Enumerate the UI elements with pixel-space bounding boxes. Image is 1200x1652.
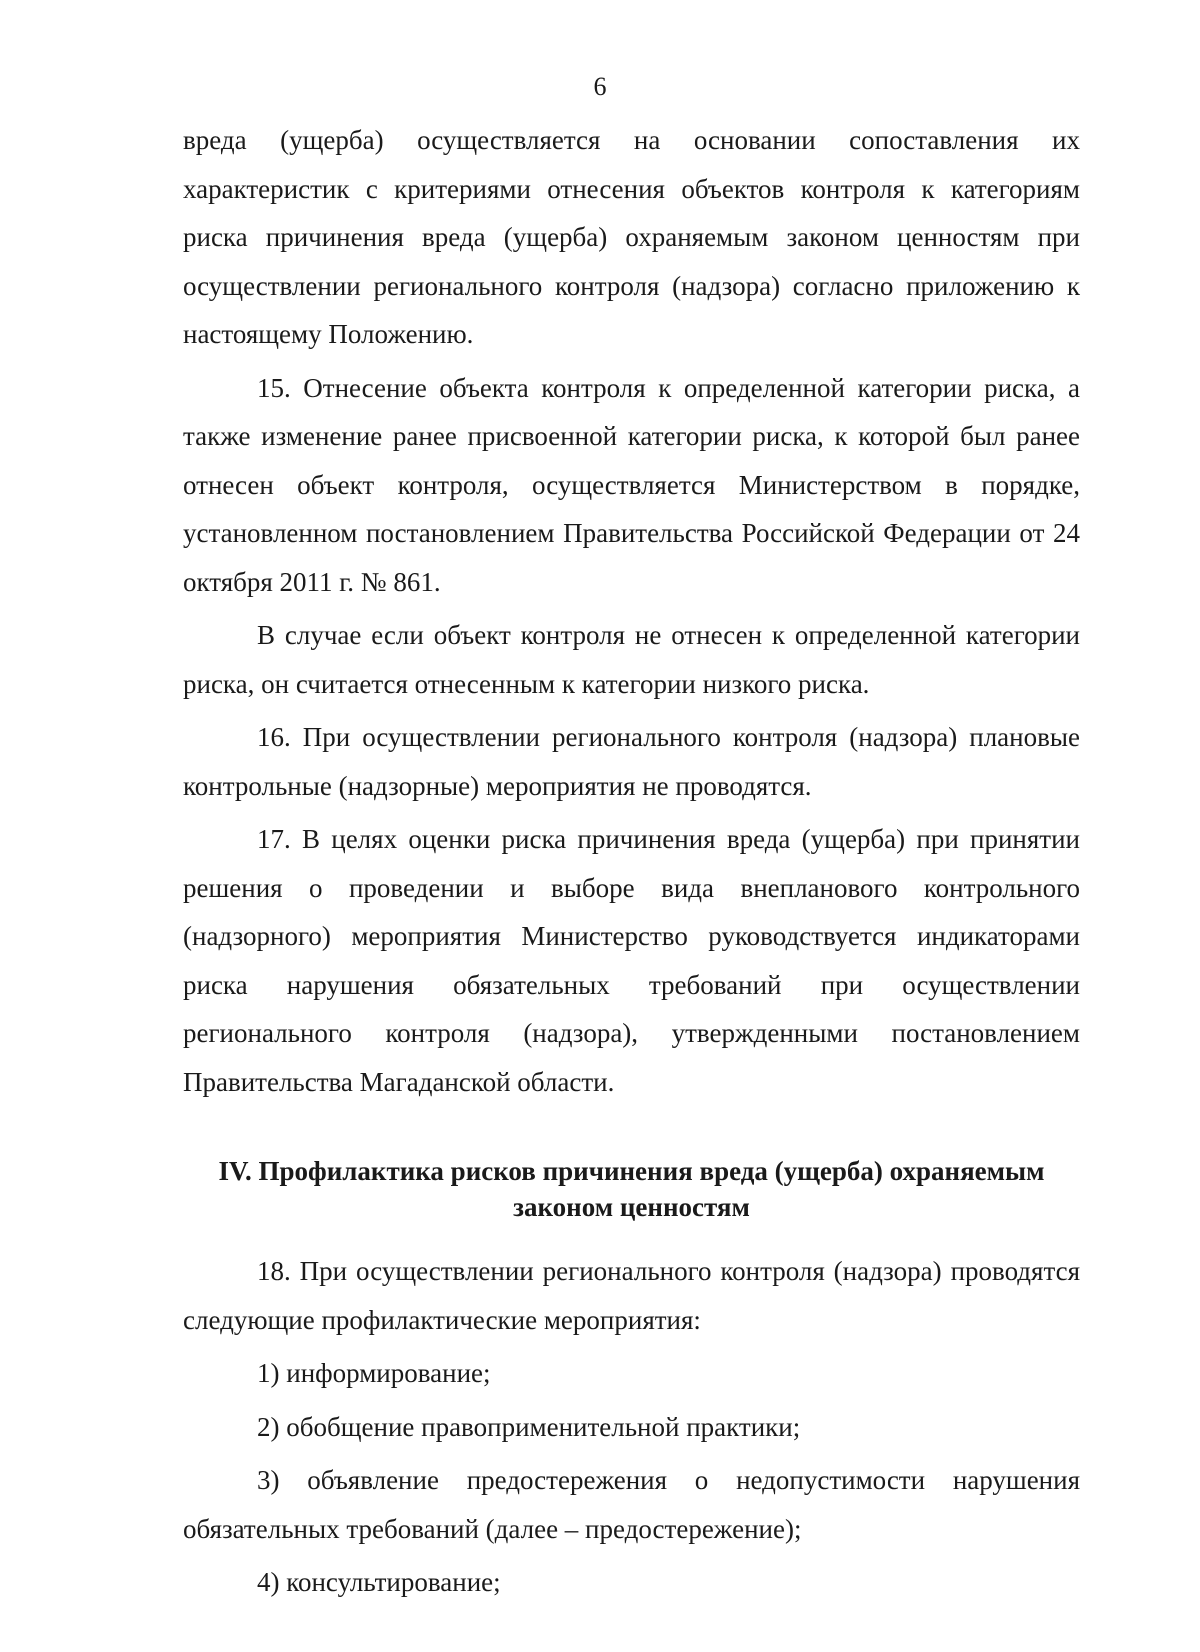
section-heading-line2: законом ценностям bbox=[513, 1192, 750, 1222]
list-item: 1) информирование; bbox=[257, 1358, 491, 1388]
list-item: 2) обобщение правоприменительной практики; bbox=[257, 1411, 801, 1442]
paragraph-15-addendum: В случае если объект контроля не отнесен к определенной категории риска, он считается отнесенным к категории низкого риска. bbox=[183, 620, 1080, 699]
paragraph-17: 17. В целях оценки риска причинения вреда (ущерба) при принятии решения о проведении и выборе вида внепланового контрольного (надзорного) мероприятия Министерство руководствуется индикаторами риска нарушения обязательных требований при осуществлении регионального контроля (надзора), утвержденными постановлением Правительства Магаданской области. bbox=[183, 824, 1080, 1097]
document-body bbox=[183, 116, 1080, 1607]
paragraph-15: 15. Отнесение объекта контроля к определенной категории риска, а также изменение ранее присвоенной категории риска, к которой был ранее отнесен объект контроля, осуществляется Министерством в порядке, установленном постановлением Правительства Российской Федерации от 24 октября 2011 г. № 861. bbox=[183, 372, 1080, 597]
section-heading-line1: IV. Профилактика рисков причинения вреда (ущерба) охраняемым bbox=[218, 1156, 1045, 1186]
paragraph-14-continuation: вреда (ущерба) осуществляется на основании сопоставления их характеристик с критериями отнесения объектов контроля к категориям риска причинения вреда (ущерба) охраняемым законом ценностям при осуществлении регионального контроля (надзора) согласно приложению к настоящему Положению. bbox=[183, 125, 1080, 349]
paragraph-18: 18. При осуществлении регионального контроля (надзора) проводятся следующие профилактические мероприятия: bbox=[183, 1256, 1080, 1335]
section-heading bbox=[183, 1153, 1080, 1225]
list-item: 3) объявление предостережения о недопустимости нарушения обязательных требований (далее – предостережение); bbox=[183, 1465, 1080, 1544]
paragraph-16: 16. При осуществлении регионального контроля (надзора) плановые контрольные (надзорные) мероприятия не проводятся. bbox=[183, 722, 1080, 801]
page-number: 6 bbox=[593, 72, 607, 101]
list-item: 4) консультирование; bbox=[257, 1567, 501, 1597]
